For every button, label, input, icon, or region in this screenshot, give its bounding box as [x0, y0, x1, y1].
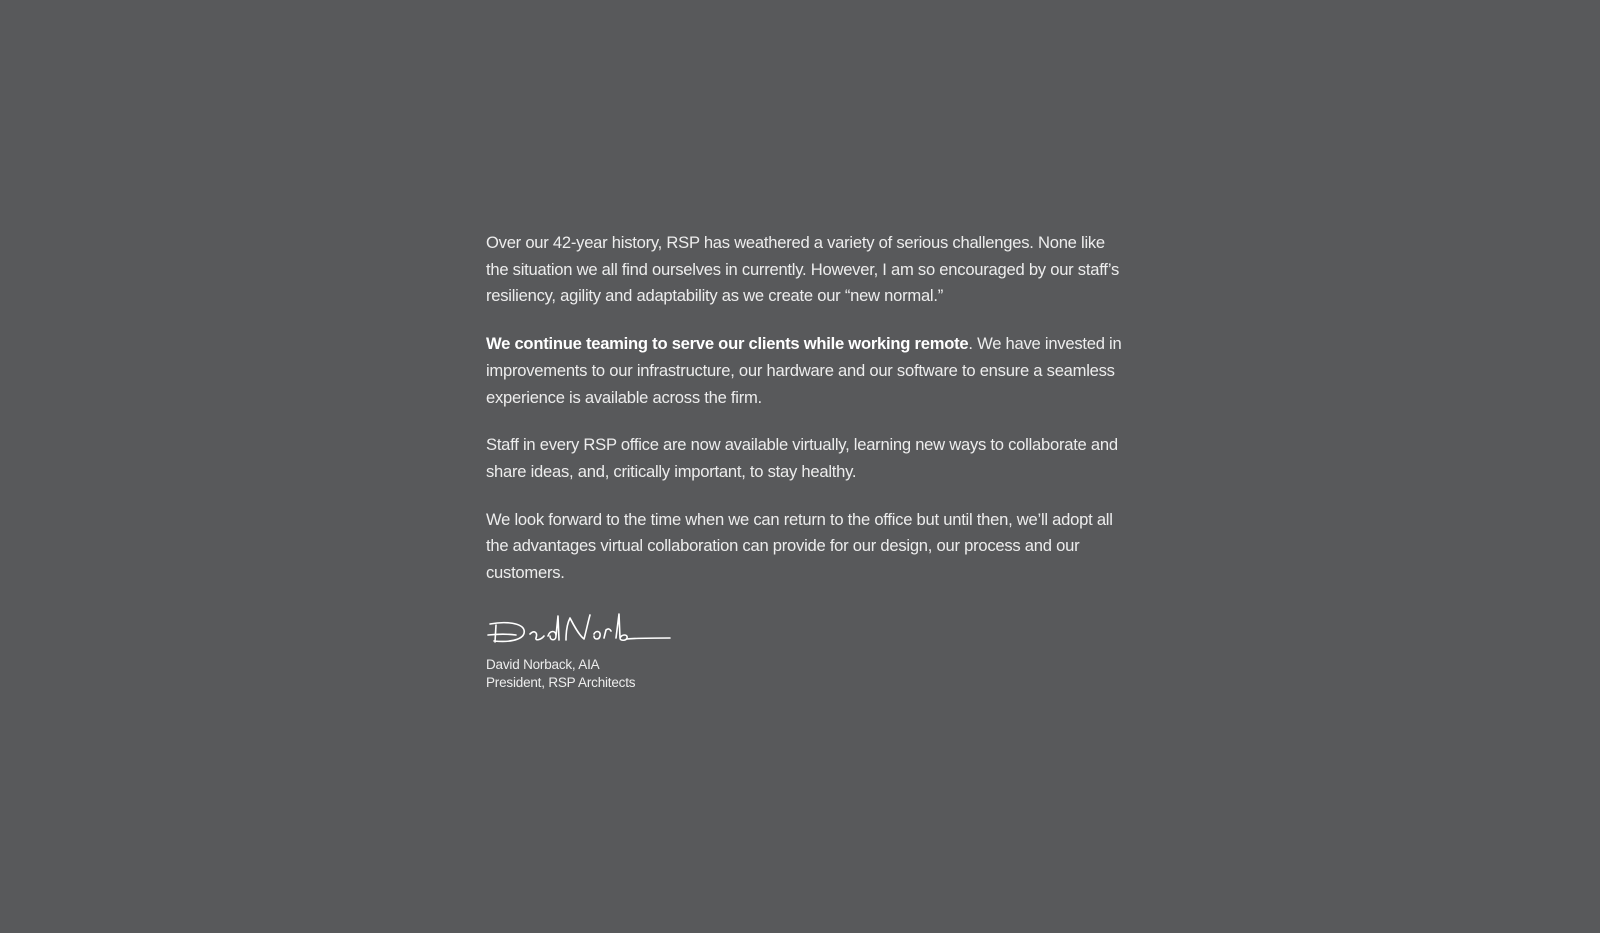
- letter: [486, 230, 1126, 692]
- paragraph-teaming-rest: . We have invested in improvements to our infrastructure, our hardware and our software to ensure a seamless experience is available across the firm.: [486, 334, 1122, 407]
- signature-block: [486, 656, 1126, 692]
- paragraph-teaming-bold: We continue teaming to serve our clients while working remote: [486, 334, 969, 354]
- paragraph-history: Over our 42-year history, RSP has weathered a variety of serious challenges. None like the situation we all find ourselves in currently. However, I am so encouraged by our staff’s resiliency, agility and adaptability as we create our “new normal.”: [486, 233, 1120, 306]
- paragraph-outlook: We look forward to the time when we can return to the office but until then, we’ll adopt all the advantages virtual collaboration can provide for our design, our process and our customers.: [486, 509, 1113, 583]
- handwritten-signature: [486, 608, 672, 652]
- signer-name: David Norback, AIA: [486, 656, 600, 672]
- signer-title: President, RSP Architects: [486, 674, 636, 690]
- paragraph-teaming: [486, 331, 1126, 411]
- paragraph-staff: Staff in every RSP office are now available virtually, learning new ways to collaborate and share ideas, and, critically important, to stay healthy.: [486, 435, 1118, 481]
